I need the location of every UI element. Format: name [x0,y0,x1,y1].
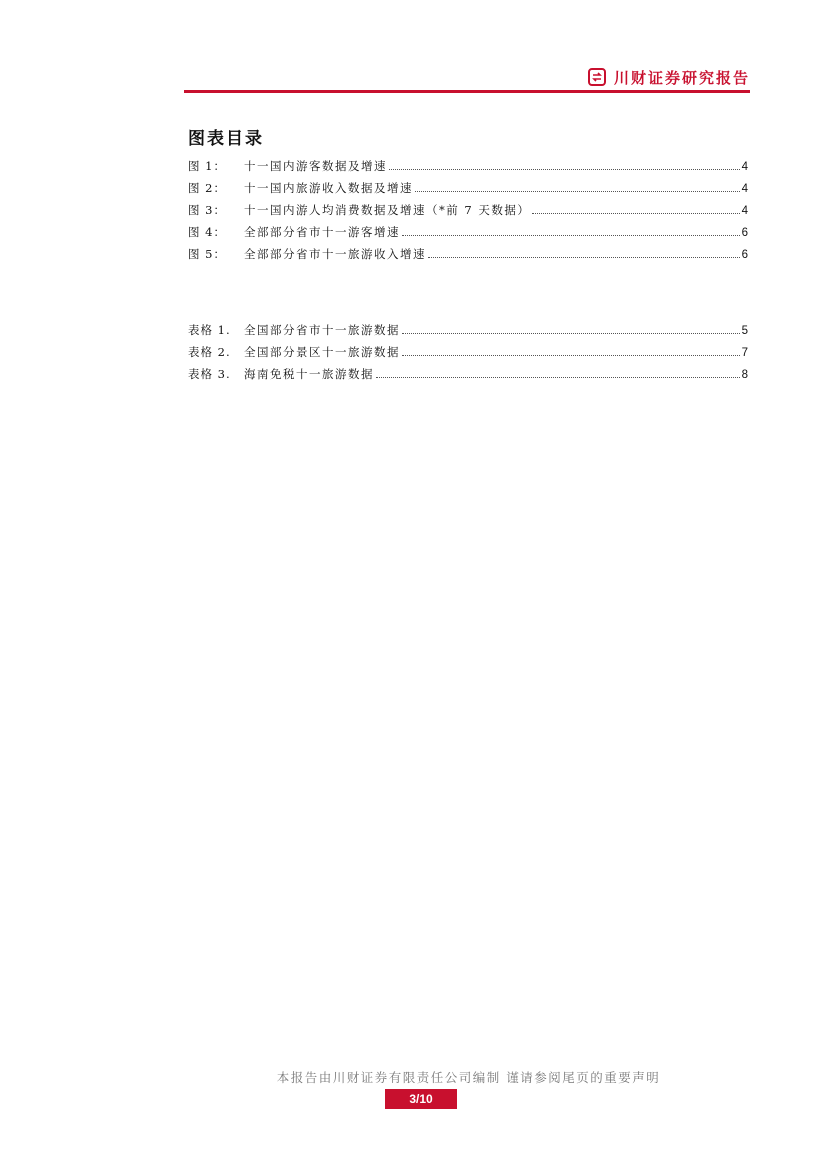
dot-leader [428,256,740,258]
toc-entry-figure-1[interactable] [188,158,748,180]
figure-list [188,158,748,268]
entry-label: 表格 3. [188,367,231,381]
entry-page-number: 5 [741,325,748,337]
entry-page-number: 4 [741,205,748,217]
entry-label: 图 4： [188,225,226,239]
dot-leader [389,168,740,170]
toc-entry-figure-3[interactable] [188,202,748,224]
entry-page-number: 6 [741,227,748,239]
entry-title: 十一国内游客数据及增速 [244,159,387,173]
entry-title: 十一国内游人均消费数据及增速（*前 7 天数据） [244,203,531,217]
toc-entry-table-1[interactable] [188,322,748,344]
entry-label: 图 2： [188,181,226,195]
entry-title: 全国部分省市十一旅游数据 [244,323,400,337]
entry-title: 全部部分省市十一游客增速 [244,225,400,239]
disclaimer-text: 本报告由川财证券有限责任公司编制 谨请参阅尾页的重要声明 [276,1070,661,1085]
entry-label: 表格 2. [188,345,231,359]
entry-page-number: 6 [741,249,748,261]
header-divider [184,90,750,93]
entry-title: 海南免税十一旅游数据 [244,367,374,381]
toc-entry-figure-4[interactable] [188,224,748,246]
dot-leader [376,376,740,378]
toc-title: 图表目录 [188,129,264,149]
toc-entry-figure-2[interactable] [188,180,748,202]
dot-leader [402,354,740,356]
entry-label: 图 1： [188,159,226,173]
entry-label: 图 5： [188,247,226,261]
dot-leader [415,190,740,192]
page-header [184,66,750,94]
page-number-badge: 3/10 [385,1089,457,1109]
brand [588,66,750,88]
toc-entry-table-3[interactable] [188,366,748,388]
entry-label: 图 3： [188,203,226,217]
brand-name: 川财证券研究报告 [613,68,750,87]
dot-leader [532,212,739,214]
brand-logo-icon [588,68,606,86]
toc-entry-table-2[interactable] [188,344,748,366]
entry-page-number: 7 [741,347,748,359]
table-list [188,322,748,388]
entry-label: 表格 1. [188,323,231,337]
entry-title: 全国部分景区十一旅游数据 [244,345,400,359]
entry-title: 十一国内旅游收入数据及增速 [244,181,413,195]
entry-title: 全部部分省市十一旅游收入增速 [244,247,426,261]
entry-page-number: 8 [741,369,748,381]
footer-disclaimer [0,1068,827,1086]
dot-leader [402,234,740,236]
dot-leader [402,332,740,334]
entry-page-number: 4 [741,161,748,173]
toc-entry-figure-5[interactable] [188,246,748,268]
entry-page-number: 4 [741,183,748,195]
